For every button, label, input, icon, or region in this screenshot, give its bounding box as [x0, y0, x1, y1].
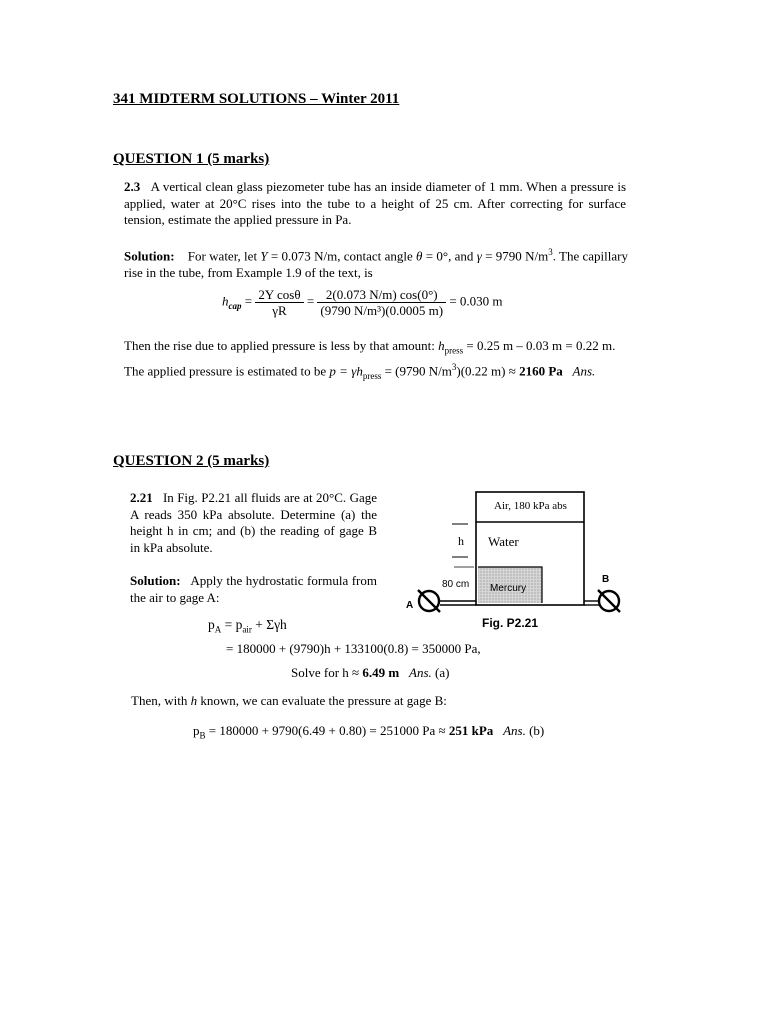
problem-text: A vertical clean glass piezometer tube has an inside diameter of 1 mm. When a pressure is applied, water at 20°C rises into the tube to a height of 25 cm. After correcting for surface tension, estimate the applied pressure in Pa.: [124, 179, 626, 227]
eq-text: = 180000 + 9790(6.49 + 0.80) = 251000 Pa ≈: [205, 723, 449, 738]
problem-2-3-statement: [124, 179, 626, 229]
air-label: Air, 180 kPa abs: [494, 500, 567, 512]
exponent: 3: [548, 247, 553, 257]
page-title: 341 MIDTERM SOLUTIONS – Winter 2011: [113, 91, 400, 107]
sub-press: press: [362, 371, 382, 382]
eq-text: = p: [221, 617, 243, 632]
question-1-heading: QUESTION 1 (5 marks): [113, 151, 270, 167]
part-label: (b): [529, 723, 545, 738]
solution-text: For water, let: [187, 248, 261, 264]
capillary-equation: $h_{cap}$ = $\frac{\text{2Y cosθ}}{\gamma R}$ = $\frac{2(0.073 N/m) \cos(0^\circ)}{\text{(9790 N/m³)(0.0005 m)}}$ = 0.030 m: [222, 287, 503, 318]
problem-2-21-statement: [130, 490, 377, 556]
symbol-gamma: γ: [476, 248, 482, 264]
symbol-h: h: [438, 338, 445, 353]
problem-number: 2.3: [124, 179, 141, 194]
eq-sub: B: [199, 730, 206, 741]
water-label: Water: [488, 534, 519, 549]
problem-number: 2.21: [130, 490, 153, 505]
h-label: h: [458, 534, 464, 548]
answer-pB: 251 kPa: [448, 723, 494, 738]
solution-text: . The capillary rise in the tube, from Example 1.9 of the text, is: [124, 248, 628, 280]
gage-a-label: A: [406, 600, 414, 611]
solution-text: = 0°, and: [422, 248, 477, 264]
answer-q1: 2160 Pa: [519, 363, 563, 379]
hydrostatic-equation-substituted: = 180000 + (9790)h + 133100(0.8) = 350000 Pa,: [226, 641, 481, 656]
q1-solution-result: [124, 338, 634, 385]
figure-p2-21: [402, 487, 632, 637]
solve-for-h: [291, 665, 449, 681]
eq-text: Solve for h ≈: [291, 665, 363, 680]
eq-sub: air: [242, 624, 252, 635]
eq-lhs: h: [222, 293, 229, 309]
solution-label: Solution:: [124, 248, 175, 264]
symbol-Y: Y: [260, 248, 268, 264]
gage-a-icon: [418, 590, 440, 612]
eq-sub: A: [214, 624, 222, 635]
ans-label: Ans.: [409, 665, 432, 680]
solution-label: Solution:: [130, 573, 181, 588]
pressure-symbol: p = γh: [329, 363, 363, 379]
dist-label: 80 cm: [442, 579, 470, 590]
solution-text: = 9790 N/m: [481, 248, 549, 264]
mercury-label: Mercury: [490, 583, 527, 594]
problem-text: In Fig. P2.21 all fluids are at 20°C. Gage A reads 350 kPa absolute. Determine (a) the height h in cm; and (b) the reading of gage B in kPa absolute.: [130, 490, 378, 555]
symbol-h: h: [190, 693, 198, 708]
question-2-heading: QUESTION 2 (5 marks): [113, 453, 270, 469]
eq-text: + Σγh: [251, 617, 287, 632]
pressure-text: )(0.22 m) ≈: [456, 363, 520, 379]
ans-label: Ans.: [503, 723, 526, 738]
eq-lhs-sub: cap: [228, 301, 242, 312]
answer-h: 6.49 m: [362, 665, 400, 680]
solution-text: Apply the hydrostatic formula from the air to gage A:: [130, 573, 377, 605]
exponent: 3: [451, 362, 457, 373]
hydrostatic-equation: [208, 617, 287, 635]
rise-text: = 0.25 m – 0.03 m = 0.22 m.: [463, 338, 616, 353]
then-text: known, we can evaluate the pressure at gage B:: [197, 693, 447, 708]
pressure-text: The applied pressure is estimated to be: [124, 363, 330, 379]
then-statement: [131, 693, 447, 709]
eq-fraction-1: $\frac{\text{2Y cosθ}}{\gamma R}$: [255, 287, 303, 318]
gage-b-equation: [193, 723, 544, 741]
symbol-theta: θ: [416, 248, 423, 264]
figure-caption: Fig. P2.21: [482, 616, 539, 630]
then-text: Then, with: [131, 693, 191, 708]
gage-b-icon: [598, 590, 620, 612]
q1-solution-intro: [124, 244, 628, 281]
rise-text: Then the rise due to applied pressure is less by that amount:: [124, 338, 439, 353]
sub-press: press: [444, 345, 464, 356]
part-label: (a): [435, 665, 450, 680]
q2-solution-intro: [130, 573, 377, 606]
gage-b-label: B: [602, 574, 610, 585]
eq-fraction-2: $\frac{2(0.073 N/m) \cos(0^\circ)}{\text{(9790 N/m³)(0.0005 m)}}$: [317, 287, 446, 318]
pressure-text: = (9790 N/m: [381, 363, 452, 379]
ans-label: Ans.: [572, 363, 596, 379]
solution-text: = 0.073 N/m, contact angle: [267, 248, 417, 264]
eq-p: p: [193, 723, 200, 738]
eq-result: = 0.030 m: [449, 293, 503, 309]
eq-p: p: [208, 617, 215, 632]
